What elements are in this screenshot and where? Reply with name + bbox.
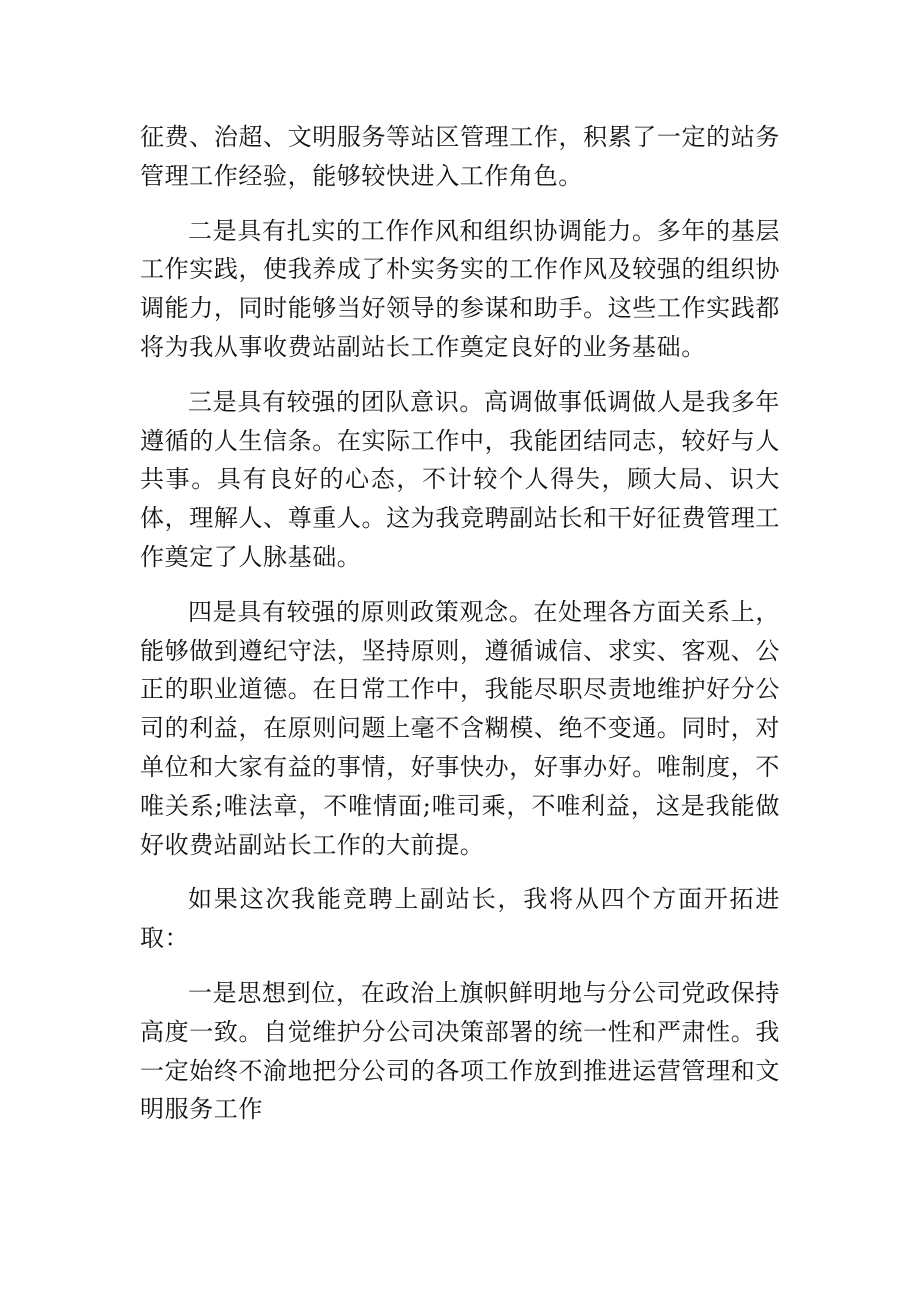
document-body <box>140 118 780 1145</box>
paragraph-work-style: 二是具有扎实的工作作风和组织协调能力。多年的基层工作实践，使我养成了朴实务实的工作作风及较强的组织协调能力，同时能够当好领导的参谋和助手。这些工作实践都将为我从事收费站副站长工作奠定良好的业务基础。 <box>140 216 780 361</box>
paragraph-team-awareness: 三是具有较强的团队意识。高调做事低调做人是我多年遵循的人生信条。在实际工作中，我能团结同志，较好与人共事。具有良好的心态，不计较个人得失，顾大局、识大体，理解人、尊重人。这为我竞聘副站长和干好征费管理工作奠定了人脉基础。 <box>140 387 780 571</box>
paragraph-plan-intro: 如果这次我能竞聘上副站长，我将从四个方面开拓进取： <box>140 885 780 953</box>
paragraph-plan-point-one: 一是思想到位，在政治上旗帜鲜明地与分公司党政保持高度一致。自觉维护分公司决策部署的统一性和严肃性。我一定始终不渝地把分公司的各项工作放到推进运营管理和文明服务工作 <box>140 978 780 1124</box>
paragraph-principles: 四是具有较强的原则政策观念。在处理各方面关系上，能够做到遵纪守法，坚持原则，遵循诚信、求实、客观、公正的职业道德。在日常工作中，我能尽职尽责地维护好分公司的利益，在原则问题上毫不含糊模、绝不变通。同时，对单位和大家有益的事情，好事快办，好事办好。唯制度，不唯关系;唯法章，不唯情面;唯司乘，不唯利益，这是我能做好收费站副站长工作的大前提。 <box>140 597 780 859</box>
paragraph-continuation: 征费、治超、文明服务等站区管理工作，积累了一定的站务管理工作经验，能够较快进入工作角色。 <box>140 123 780 190</box>
